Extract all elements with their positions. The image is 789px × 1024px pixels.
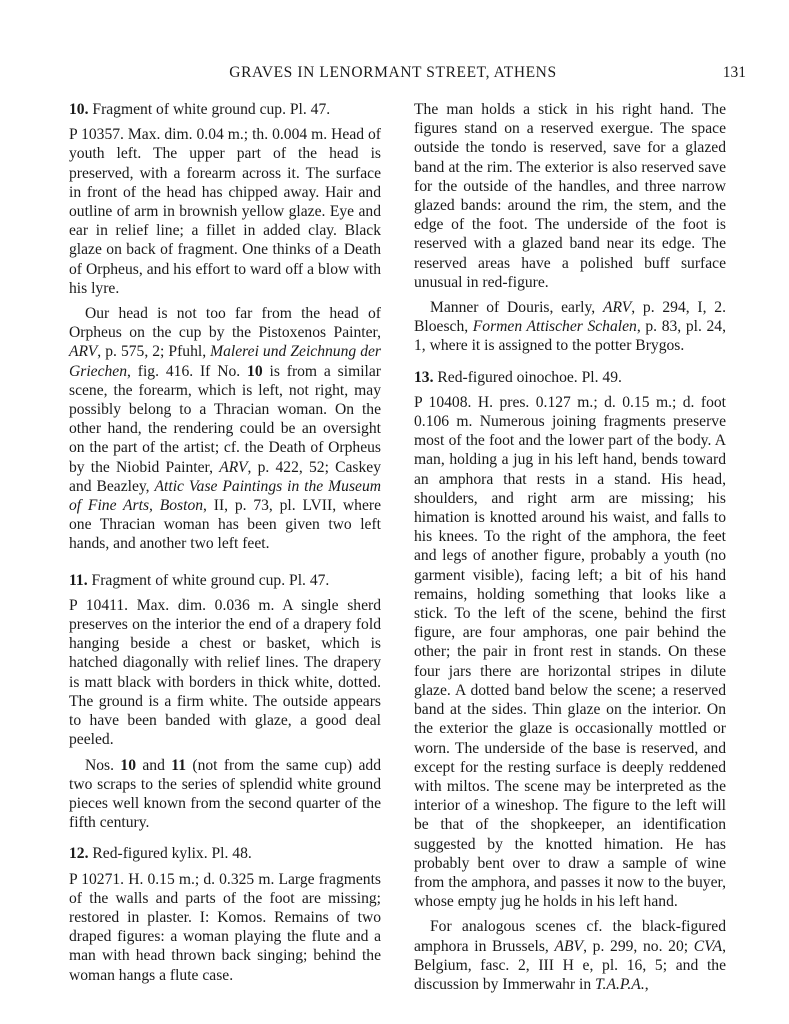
caskey-ref: Attic Vase Paintings in the Museum of Fine Arts, Boston [69, 477, 382, 515]
entry-ref: 11 [171, 756, 186, 774]
left-column [69, 100, 381, 985]
running-title: GRAVES IN LENORMANT STREET, ATHENS [229, 64, 557, 81]
page-number: 131 [722, 64, 746, 81]
entry-11-description: P 10411. Max. dim. 0.036 m. A single sherd preserves on the interior the end of a drapery fold hanging beside a chest or basket, which is hatched diagonally with relief lines. The drapery is matt black with borders in thick white, dotted. The ground is a firm white. The outside appears to have been banded with glaze, a good deal peeled. [69, 596, 381, 749]
cva-ref: CVA [693, 937, 723, 955]
text-run: , II, p. 73, pl. LVII, where one Thracian woman has been given two left hands, and another two left feet. [69, 497, 381, 553]
text-run: , p. 422, 52; Caskey and Beazley, [69, 458, 382, 495]
entry-11-number: 11. [69, 571, 88, 589]
entry-13-title: Red-figured oinochoe. Pl. 49. [433, 368, 622, 386]
entry-13-description: P 10408. H. pres. 0.127 m.; d. 0.15 m.; d. foot 0.106 m. Numerous joining fragments preserve most of the foot and the lower part of the body. A man, holding a jug in his left hand, bends toward an amphora that rests in a stand. His head, shoulders, and right arm are missing; his himation is knotted around his waist, and falls to his knees. To the right of the amphora, the feet and legs of another figure, probably a youth (no garment visible), facing left; a bit of his hand remains, holding something that looks like a stick. To the left of the scene, behind the first figure, are four amphoras, one pair behind the other; the pair in front rest in stands. On these four jars there are horizontal stripes in dilute glaze. A dotted band below the scene; a reserved band at the sides. Thin glaze on the interior. On the exterior the glaze is occasionally mottled or worn. The underside of the base is reserved, and except for the resting surface is deeply reddened with miltos. The scene may be interpreted as the interior of a wineshop. The figure to the left will be that of the shopkeeper, an identification suggested by the knotted himation. He has probably bent over to draw a sample of wine from the amphora, and passes it now to the buyer, whose empty jug he holds in his left hand. [414, 393, 726, 911]
entry-ref: 10 [120, 756, 136, 774]
entry-13-number: 13. [414, 368, 434, 386]
entry-10-number: 10. [69, 101, 89, 118]
text-run: and [136, 756, 172, 774]
arv-ref: ARV [69, 343, 98, 361]
entry-11-title: Fragment of white ground cup. Pl. 47. [87, 571, 330, 589]
arv-ref: ARV [602, 299, 632, 317]
entry-13-heading [414, 368, 726, 387]
right-column [414, 100, 726, 994]
entry-12-description: P 10271. H. 0.15 m.; d. 0.325 m. Large fragments of the walls and parts of the foot are missing; restored in plaster. I: Komos. Remains of two draped figures: a woman playing the flute and a man with head thrown back singing; behind the woman hangs a flute case. [69, 870, 381, 984]
abv-ref: ABV [554, 937, 584, 955]
entry-10-heading [69, 100, 381, 119]
text-run: (not from the same cup) add two scraps to the series of splendid white ground pieces well known from the second quarter of the fifth century. [69, 756, 381, 832]
arv-ref: ARV [219, 458, 248, 476]
entry-ref: 10 [247, 362, 263, 380]
text-run: Nos. [85, 756, 121, 774]
page-header [68, 64, 746, 86]
entry-12-number: 12. [69, 845, 89, 863]
entry-13-discussion [414, 917, 726, 994]
entry-10-discussion [69, 304, 381, 554]
text-run: Our head is not too far from the head of Orpheus on the cup by the Pistoxenos Painter, [69, 305, 381, 342]
text-run: , [644, 975, 649, 993]
bloesch-ref: Formen Attischer Schalen [472, 318, 637, 336]
text-run: is from a similar scene, the forearm, which is left, not right, may possibly belong to a Thracian woman. On the other hand, the rendering could be an oversight on the part of the artist; cf. the Death of Orpheus by the Niobid Painter, [69, 362, 381, 476]
entry-12-title: Red-figured kylix. Pl. 48. [88, 845, 252, 863]
pfuhl-ref: Malerei und Zeichnung der Griechen [69, 343, 381, 380]
text-run: , p. 83, pl. 24, 1, where it is assigned to the potter Brygos. [414, 318, 727, 355]
entry-12-heading [69, 844, 381, 863]
entry-10-title: Fragment of white ground cup. Pl. 47. [88, 101, 331, 118]
entry-11-heading [69, 571, 381, 590]
text-run: , p. 294, I, 2. Bloesch, [414, 299, 726, 336]
text-run: , p. 575, 2; Pfuhl, [97, 343, 211, 361]
entries-10-11-discussion [69, 756, 381, 833]
entry-10-description: P 10357. Max. dim. 0.04 m.; th. 0.004 m. Head of youth left. The upper part of the head is preserved, with a forearm across it. The surface in front of the head has chipped away. Hair and outline of arm in brownish yellow glaze. Eye and ear in relief line; a fillet in added clay. Black glaze on back of fragment. One thinks of a Death of Orpheus, and his effort to ward off a blow with his lyre. [69, 126, 381, 297]
text-run: , fig. 416. If No. [127, 362, 248, 380]
entry-12-continued: The man holds a stick in his right hand. The figures stand on a reserved exergue. The space outside the tondo is reserved, save for a glazed band at the rim. The exterior is also reserved save for the outside of the handles, and three narrow glazed bands: around the rim, the stem, and the edge of the foot. The underside of the foot is reserved with a glazed band near its edge. The reserved areas have a polished buff surface unusual in red-figure. [414, 101, 726, 291]
tapa-ref: T.A.P.A. [595, 975, 645, 993]
text-run: Manner of Douris, early, [430, 299, 603, 317]
entry-12-attribution [414, 298, 726, 356]
text-run: For analogous scenes cf. the black-figured amphora in Brussels, [414, 918, 726, 955]
text-run: , Belgium, fasc. 2, III H e, pl. 16, 5; and the discussion by Immerwahr in [414, 937, 726, 993]
text-run: , p. 299, no. 20; [583, 937, 694, 955]
